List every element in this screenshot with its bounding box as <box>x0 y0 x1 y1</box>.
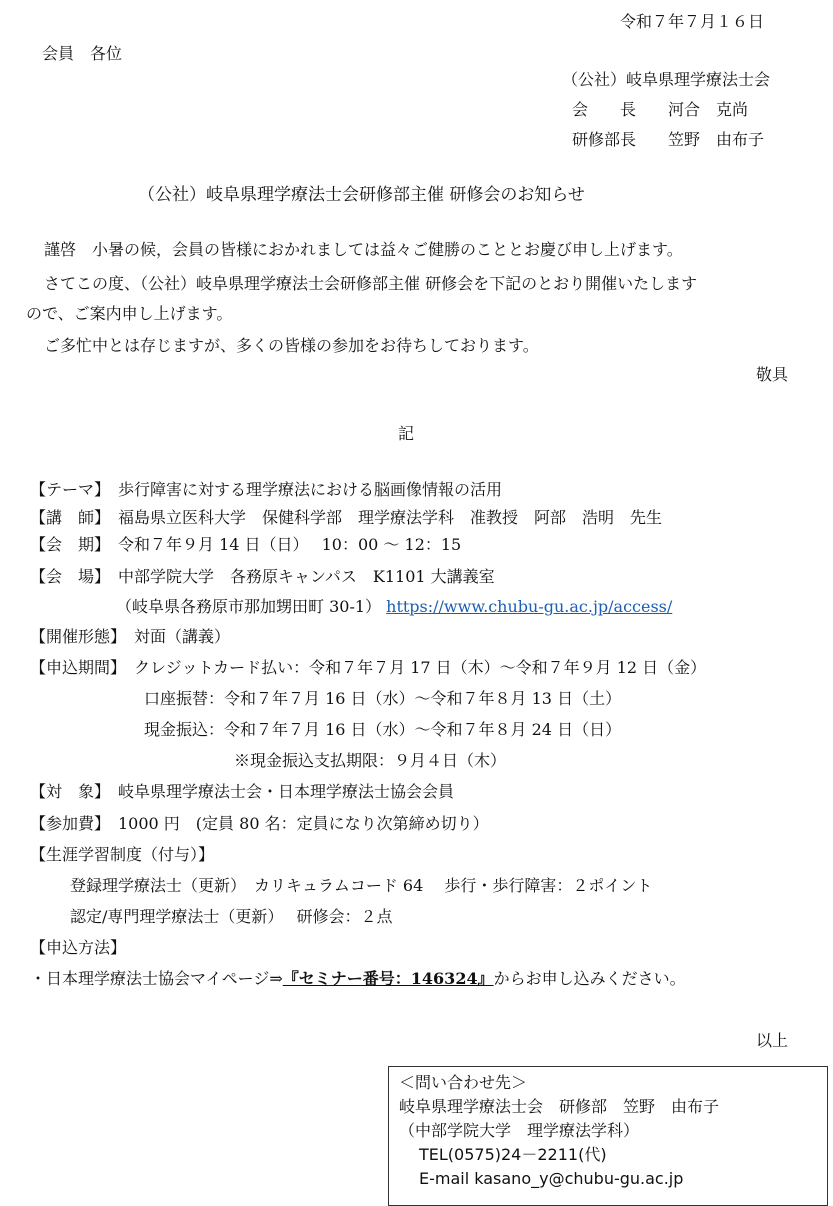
contact-tel: TEL(0575)24－2211(代) <box>419 1145 607 1164</box>
body-paragraph-1: 謹啓 小暑の候，会員の皆様におかれましては益々ご健勝のこととお慶び申し上げます。 <box>44 240 683 259</box>
contact-email[interactable]: E-mail kasano_y@chubu-gu.ac.jp <box>419 1169 684 1188</box>
detail-apply-transfer: 口座振替：令和７年７月 16 日（水）～令和７年８月 13 日（土） <box>144 689 622 708</box>
detail-period: 【会 期】 令和７年９月 14 日（日） 10：00 ～ 12：15 <box>30 535 462 554</box>
ki-heading: 記 <box>398 424 415 443</box>
sender-department-head: 研修部長 笠野 由布子 <box>572 130 765 149</box>
recipient: 会員 各位 <box>42 44 123 63</box>
body-paragraph-2b: ので、ご案内申し上げます。 <box>26 304 233 323</box>
body-paragraph-2a: さてこの度、（公社）岐阜県理学療法士会研修部主催 研修会を下記のとおり開催いたします <box>44 274 698 293</box>
contact-line-1: 岐阜県理学療法士会 研修部 笠野 由布子 <box>399 1097 720 1116</box>
sender-president: 会 長 河合 克尚 <box>572 100 749 119</box>
contact-line-2: （中部学院大学 理学療法学科） <box>399 1121 640 1140</box>
detail-format: 【開催形態】 対面（講義） <box>30 627 231 646</box>
detail-method-heading: 【申込方法】 <box>30 938 127 957</box>
end-ijou: 以上 <box>756 1031 789 1050</box>
detail-credit-registered: 登録理学療法士（更新） カリキュラムコード 64 歩行・歩行障害：２ポイント <box>70 876 653 895</box>
document-title: （公社）岐阜県理学療法士会研修部主催 研修会のお知らせ <box>138 185 585 205</box>
detail-theme: 【テーマ】 歩行障害に対する理学療法における脳画像情報の活用 <box>30 480 503 499</box>
sender-organization: （公社）岐阜県理学療法士会 <box>562 70 771 89</box>
detail-target: 【対 象】 岐阜県理学療法士会・日本理学療法士協会会員 <box>30 782 455 801</box>
seminar-number: 『セミナー番号：146324』 <box>282 969 494 988</box>
venue-address-text: （岐阜県各務原市那加甥田町 30-1） <box>116 597 382 616</box>
detail-apply-cash: 現金振込：令和７年７月 16 日（水）～令和７年８月 24 日（日） <box>144 720 622 739</box>
contact-heading: ＜問い合わせ先＞ <box>399 1073 528 1092</box>
method-prefix: ・日本理学療法士協会マイページ⇒ <box>30 969 283 988</box>
detail-fee: 【参加費】 1000 円 (定員 80 名：定員になり次第締め切り） <box>30 814 489 833</box>
detail-venue-address <box>116 597 672 617</box>
body-paragraph-3: ご多忙中とは存じますが、多くの皆様の参加をお待ちしております。 <box>44 336 539 355</box>
detail-lecturer: 【講 師】 福島県立医科大学 保健科学部 理学療法学科 准教授 阿部 浩明 先生 <box>30 508 663 527</box>
detail-lifelong-learning: 【生涯学習制度（付与）】 <box>30 845 215 864</box>
detail-venue: 【会 場】 中部学院大学 各務原キャンパス K1101 大講義室 <box>30 567 495 586</box>
contact-box <box>388 1066 828 1206</box>
closing-keigu: 敬具 <box>756 365 789 384</box>
detail-method-text <box>30 969 686 989</box>
document-date: 令和７年７月１６日 <box>620 12 765 31</box>
detail-credit-certified: 認定/専門理学療法士（更新） 研修会：２点 <box>70 907 393 926</box>
detail-cash-deadline: ※現金振込支払期限：９月４日（木） <box>234 751 507 770</box>
method-suffix: からお申し込みください。 <box>493 969 686 988</box>
detail-apply-card: 【申込期間】 クレジットカード払い：令和７年７月 17 日（木）～令和７年９月 12 日（金） <box>30 658 707 677</box>
venue-access-link[interactable]: https://www.chubu-gu.ac.jp/access/ <box>386 597 673 616</box>
